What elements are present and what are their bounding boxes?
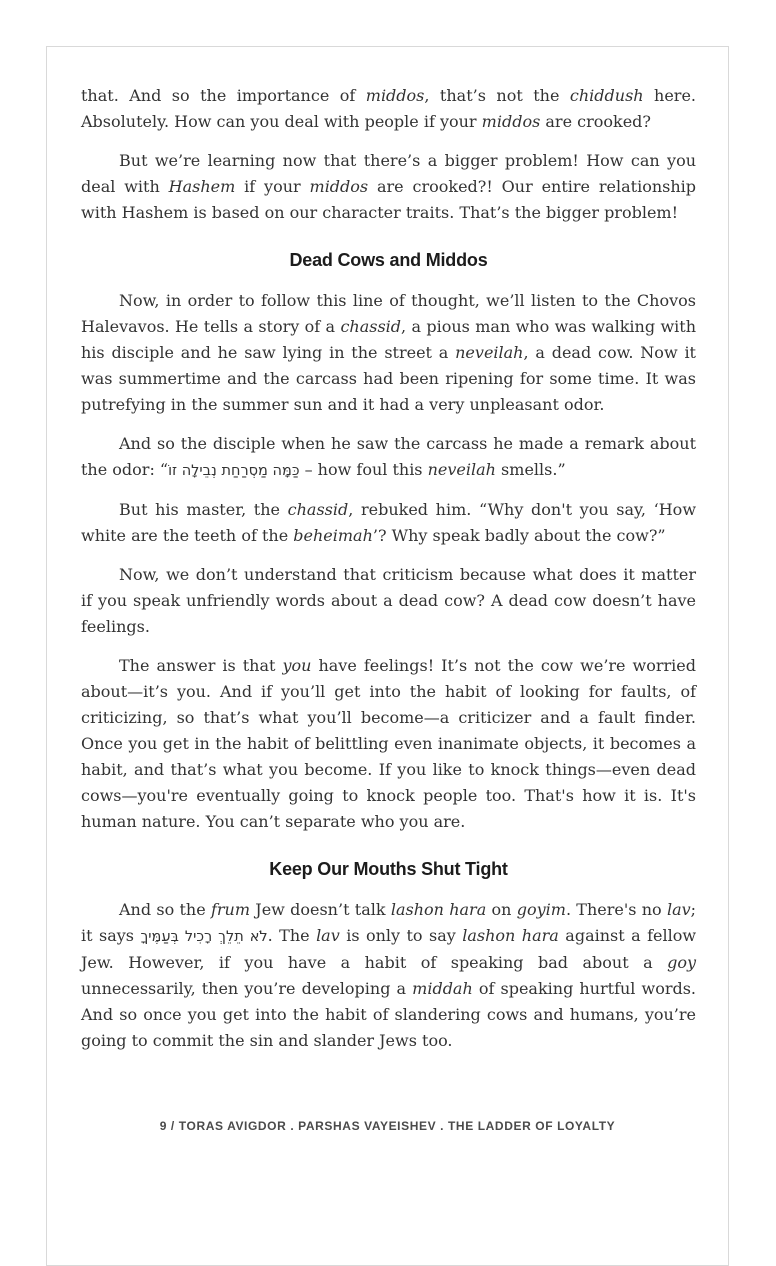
page-content: [81, 83, 696, 1054]
text-run: have feelings! It’s not the cow we’re worried about—it’s you. And if you’ll get into the habit of looking for faults, of criticizing, so that’s what you’ll become—a criticizer and a fault finder. Once you get in the habit of belittling even inanimate objects, it becomes a habit, and that’s what you become. If you like to knock things—even dead cows—you're eventually going to knock people too. That's how it is. It's human nature. You can’t separate who you are.: [81, 656, 697, 831]
text-run: The answer is that: [119, 656, 283, 675]
italic-term: middos: [365, 86, 425, 105]
section-heading: [81, 250, 696, 271]
text-run: against a fellow Jew. However, if you have a habit of speaking bad about a: [81, 926, 697, 972]
paragraph: [81, 83, 696, 135]
text-run: Now, we don’t understand that criticism because what does it matter if you speak unfriendly words about a dead cow? A dead cow doesn’t have feelings.: [81, 565, 696, 636]
text-run: of speaking hurtful words. And so once you get into the habit of slandering cows and humans, you’re going to commit the sin and slander Jews too.: [81, 979, 697, 1050]
italic-term: neveilah: [427, 460, 496, 479]
text-run: And so the: [119, 900, 211, 919]
text-run: ’? Why speak badly about the cow?”: [372, 526, 666, 545]
text-run: , a pious man who was walking with his disciple and he saw lying in the street a: [81, 317, 696, 362]
text-run: . There's no: [565, 900, 667, 919]
text-run: that. And so the importance of: [81, 86, 366, 105]
text-run: here. Absolutely. How can you deal with people if your: [81, 86, 697, 131]
italic-term: middah: [412, 979, 473, 998]
paragraph: [81, 497, 696, 549]
italic-term: frum: [210, 900, 251, 919]
italic-term: middos: [481, 112, 541, 131]
paragraph: [81, 897, 696, 1054]
text-run: are crooked?: [540, 112, 651, 131]
text-run: are crooked?! Our entire relationship with Hashem is based on our character traits. That’s the bigger problem!: [81, 177, 697, 222]
text-run: But we’re learning now that there’s a bigger problem! How can you deal with: [81, 151, 696, 196]
italic-term: chassid: [287, 500, 349, 519]
text-run: , rebuked him. “Why don't you say, ‘How white are the teeth of the: [81, 500, 697, 545]
text-run: Now, in order to follow this line of thought, we’ll listen to the Chovos Halevavos. He tells a story of a: [81, 291, 696, 336]
italic-term: goyim: [516, 900, 566, 919]
paragraph: [81, 148, 696, 226]
text-run: on: [486, 900, 517, 919]
book-page: [46, 46, 729, 1266]
text-run: is only to say: [339, 926, 463, 945]
text-run: unnecessarily, then you’re developing a: [81, 979, 413, 998]
text-run: . The: [267, 926, 317, 945]
italic-term: Hashem: [168, 177, 236, 196]
paragraph: [81, 562, 696, 640]
hebrew-phrase: לֹא תֵלֵךְ רָכִיל בְּעַמֶּיךָ: [140, 929, 268, 945]
italic-term: lav: [316, 926, 340, 945]
italic-term: you: [282, 656, 312, 675]
italic-term: lashon hara: [390, 900, 487, 919]
italic-term: beheimah: [293, 526, 373, 545]
text-run: Keep Our Mouths Shut Tight: [269, 859, 508, 879]
text-run: But his master, the: [119, 500, 288, 519]
italic-term: goy: [667, 953, 696, 972]
text-run: And so the disciple when he saw the carcass he made a remark about the odor: “: [81, 434, 696, 479]
italic-term: lashon hara: [462, 926, 559, 945]
text-run: smells.”: [495, 460, 566, 479]
text-run: , that’s not the: [424, 86, 570, 105]
text-run: Jew doesn’t talk: [250, 900, 391, 919]
italic-term: chiddush: [569, 86, 644, 105]
text-run: if your: [235, 177, 310, 196]
italic-term: lav: [666, 900, 691, 919]
hebrew-phrase: כַּמָּה מַסְרַחַת נְבֵילָה זוֹ: [168, 463, 300, 479]
text-run: , a dead cow. Now it was summertime and the carcass had been ripening for some time. It was putrefying in the summer sun and it had a very unpleasant odor.: [81, 343, 696, 414]
italic-term: neveilah: [455, 343, 524, 362]
text-run: Dead Cows and Middos: [289, 250, 488, 270]
paragraph: [81, 288, 696, 418]
italic-term: chassid: [340, 317, 402, 336]
italic-term: middos: [309, 177, 369, 196]
paragraph: [81, 431, 696, 484]
text-run: ; it says: [81, 900, 697, 945]
text-run: – how foul this: [299, 460, 428, 479]
page-footer: 9 / TORAS AVIGDOR . PARSHAS VAYEISHEV . THE LADDER OF LOYALTY: [159, 1119, 616, 1133]
section-heading: [81, 859, 696, 880]
paragraph: [81, 653, 696, 835]
